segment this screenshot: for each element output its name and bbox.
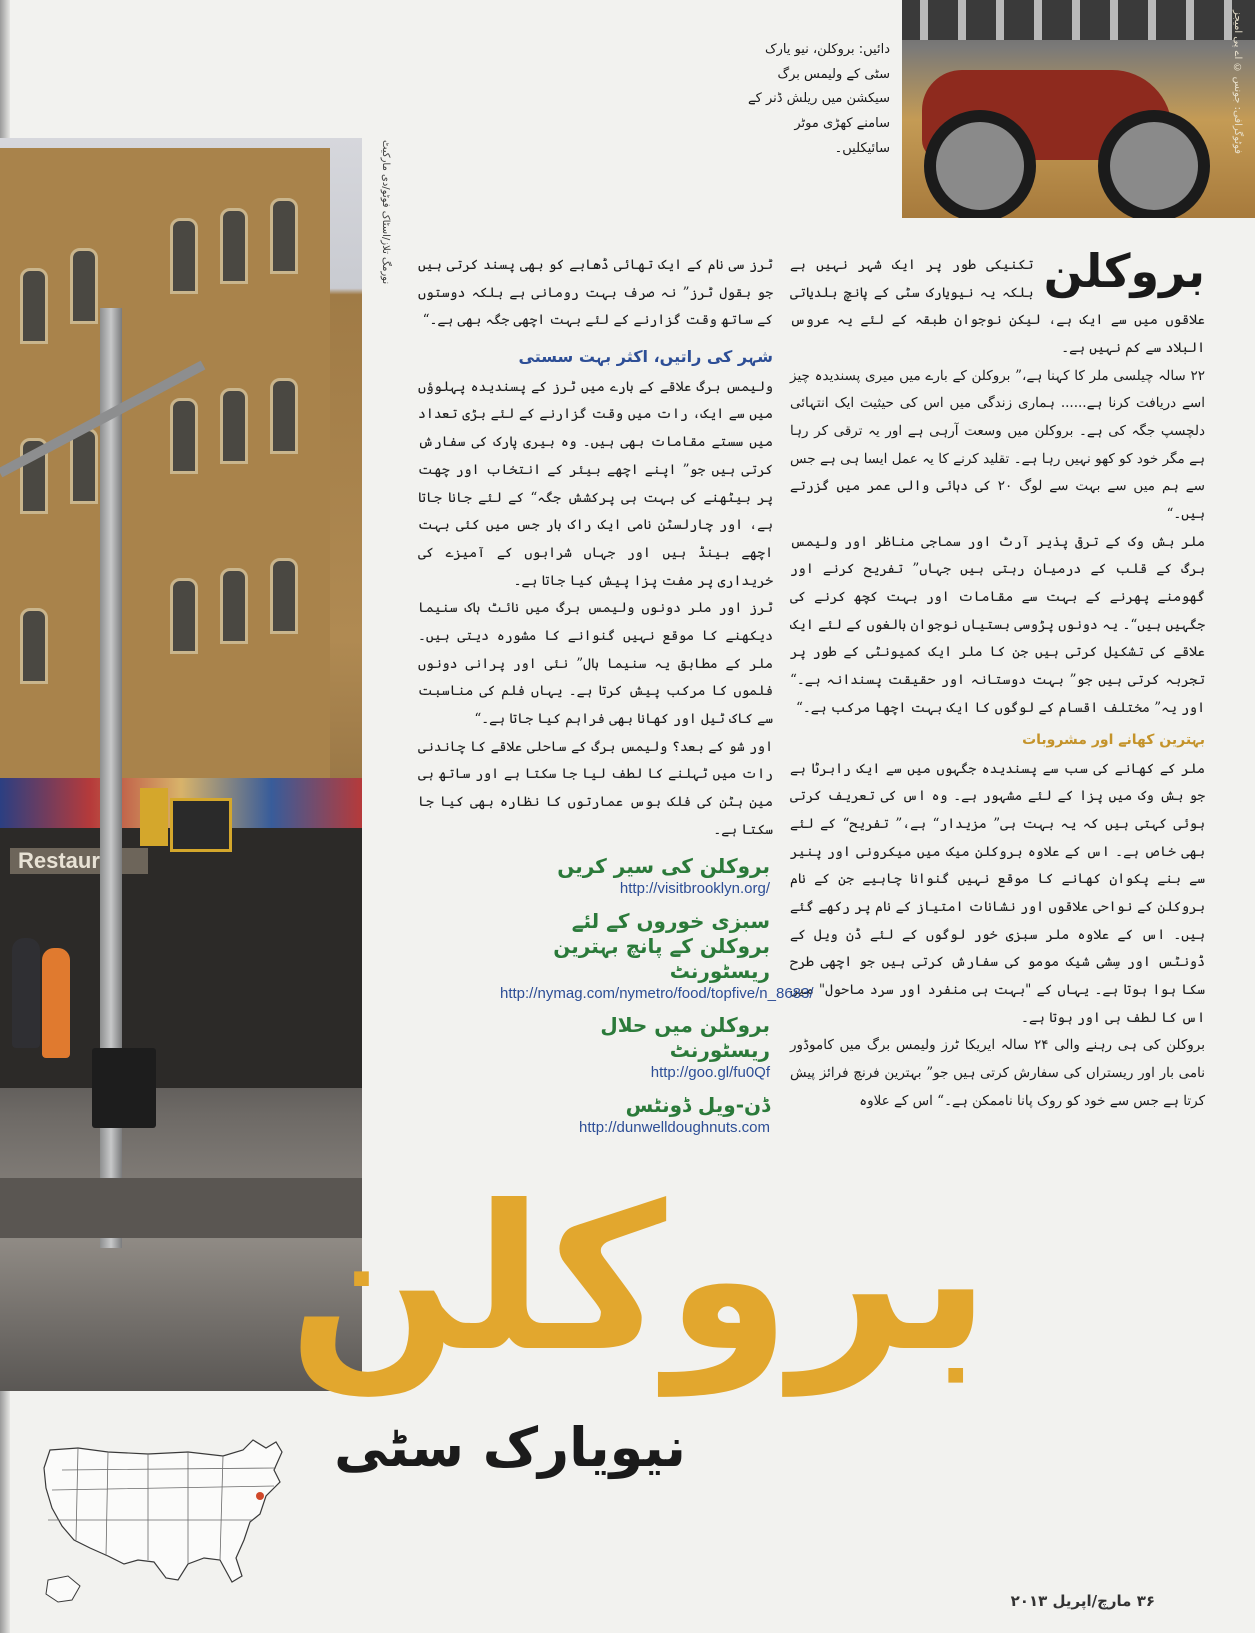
- trash-bin: [92, 1048, 156, 1128]
- paragraph: ملر کے کھانے کی سب سے پسندیدہ جگہوں میں سے ایک رابرٹا ہے جو بش وک میں پزا کے لئے مشہور ہے۔ وہ اس کی تعریف کرتی ہوئی کہتی ہیں کہ یہ بہت ہی” مزیدار“ ہے،” تفریح“ کے لئے بھی خاص ہے۔ اس کے علاوہ بروکلن میک میں میکرونی اور پنیر سے بنے پکوان کھانے کا موقع نہیں گنوانا چاہیے جن کے نام بروکلن کے نواحی علاقوں اور نشانات امتیاز کے نام پر رکھے گئے ہیں۔ اس کے علاوہ ملر سبزی خور لوگوں کے لئے ڈن ویل کے ڈونٹس اور سِشی شیک مومو کی سفارش کرتی ہیں جو اچھی طرح سکا ہوا ہوتا ہے۔ یہاں کے "بہت ہی منفرد اور سرد ماحول" میں اس کا لطف ہی اور ہوتا ہے۔: [790, 760, 1205, 1026]
- paragraph: ملر بش وک کے ترقی پذیر آرٹ اور سماجی مناظر اور ولیمس برگ کے قلب کے درمیان رہتی ہیں جہاں” تفریح کرنے اور گھومنے پھرنے کے بہت سے مقامات اور بہت کچھ کرنے کی جگہیں ہیں“۔ یہ دونوں پڑوسی بستیاں نوجوان بالغوں کے لئے ایک علاقے کی تشکیل کرتی ہیں جن کا ملر ایک کمیونٹی کے طور پر تجربہ کرتی ہیں جو” بہت دوستانہ اور حقیقت پسندانہ ہے۔“ اور یہ” مختلف اقسام کے لوگوں کا ایک بہت اچھا مرکب ہے۔“: [790, 533, 1205, 716]
- subhead-nightlife: شہر کی راتیں، اکثر بہت سستی: [518, 347, 773, 367]
- link-title: ڈن-ویل ڈونٹس: [625, 1092, 770, 1117]
- motorcycle-caption: دائیں: بروکلن، نیو یارک سٹی کے ولیمس برگ سیکشن میں ریلش ڈنر کے سامنے کھڑی موٹر سائیکلیں۔: [748, 42, 890, 156]
- location-marker: [256, 1492, 264, 1500]
- paragraph: تکنیکی طور پر ایک شہر نہیں ہے بلکہ یہ نیویارک سٹی کے پانچ بلدیاتی علاقوں میں سے ایک ہے، لیکن نوجوان طبقہ کے لئے یہ عروس البلاد سے کم نہیں ہے۔: [790, 257, 1205, 357]
- building-window: [270, 198, 298, 274]
- article-title: بروکلن: [1043, 244, 1205, 298]
- building-window: [20, 268, 48, 344]
- pedestrian: [12, 938, 40, 1048]
- link-url[interactable]: http://visitbrooklyn.org/: [619, 880, 770, 897]
- article-right-column: [790, 244, 1206, 1115]
- building-window: [70, 428, 98, 504]
- paragraph: ٹرز اور ملر دونوں ولیمس برگ میں نائٹ ہاک سنیما دیکھنے کا موقع نہیں گنوانے کا مشورہ دیتی ہیں۔ ملر کے مطابق یہ سنیما ہال” نئی اور پرانی دونوں فلموں کا مرکب پیش کرتا ہے۔ یہاں فلم کی مناسبت سے کاک ٹیل اور کھانا بھی فراہم کیا جاتا ہے۔“: [418, 600, 773, 727]
- restaurant-sign: Restaur: [10, 848, 148, 874]
- page-footer: ۳۶ مارچ/اپریل ۲۰۱۳: [1010, 1592, 1155, 1610]
- building-window: [20, 608, 48, 684]
- building-window: [170, 218, 198, 294]
- pedestrian: [42, 948, 70, 1058]
- link-url[interactable]: http://dunwelldoughnuts.com: [579, 1118, 770, 1136]
- paragraph: ۲۲ سالہ چیلسی ملر کا کہنا ہے،” بروکلن کے بارے میں میری پسندیدہ چیز اسے دریافت کرنا ہے...... ہماری زندگی میں اس کی حیثیت ایک انتہائی دلچسپ جگہ کی ہے۔ بروکلن میں وسعت آرہی ہے اور یہ ترقی کر رہا ہے مگر خود کو کھو نہیں رہا ہے۔ تقلید کرنے کا یہ عمل ایسا ہی ہے جس سے ہم میں سے بہت سے لوگ ۲۰ کی دہائی والی عمر میں گزرتے ہیں۔“: [790, 367, 1205, 523]
- building-window: [170, 578, 198, 654]
- building-window: [220, 208, 248, 284]
- paragraph: اور شو کے بعد؟ ولیمس برگ کے ساحلی علاقے کا چاندنی رات میں ٹہلنے کا لطف لیا جا سکتا ہے اور ساتھ ہی مین ہٹن کی فلک بوس عمارتوں کا نظارہ بھی کیا جا سکتا ہے۔: [418, 738, 773, 838]
- big-headline: بروکلن: [288, 1163, 990, 1396]
- resource-links: [500, 854, 814, 1147]
- paragraph: ٹرز سی نام کے ایک تھائی ڈھابے کو بھی پسند کرتی ہیں جو بقول ٹرز” نہ صرف بہت رومانی ہے بلکہ دوستوں کے ساتھ وقت گزارنے کے لئے بہت اچھی جگہ بھی ہے۔“: [418, 257, 773, 329]
- building-window: [170, 398, 198, 474]
- link-url[interactable]: http://nymag.com/nymetro/food/topfive/n_8683/: [500, 984, 814, 1002]
- us-map-icon: [38, 1430, 298, 1610]
- traffic-signal: [140, 788, 168, 846]
- parked-motorcycles-row: [902, 0, 1255, 40]
- motorcycle-photo: [902, 0, 1255, 218]
- building-window: [270, 378, 298, 454]
- big-subheadline: نیویارک سٹی: [334, 1416, 686, 1479]
- link-title: سبزی خوروں کے لئے بروکلن کے پانچ بہترین ریسٹورنٹ: [553, 908, 770, 983]
- motorcycle-photo-credit: فوٹوگرافی: جونس © اے پی امیجز: [1232, 10, 1243, 155]
- motorcycle-wheel: [924, 110, 1036, 218]
- link-title: بروکلن کی سیر کریں: [557, 854, 770, 878]
- link-url[interactable]: http://goo.gl/fu0Qf: [650, 1064, 770, 1081]
- link-title: بروکلن میں حلال ریسٹورنٹ: [600, 1013, 770, 1062]
- building-window: [270, 558, 298, 634]
- subhead-food-drink: بہترین کھانے اور مشروبات: [1022, 732, 1205, 749]
- paragraph: ولیمس برگ علاقے کے بارے میں ٹرز کے پسندیدہ پہلوؤں میں سے ایک، رات میں وقت گزارنے کے لئے بڑی تعداد میں سستے مقامات بھی ہیں۔ وہ بیری پارک کی سفارش کرتی ہیں جو” اپنے اچھے بیئر کے انتخاب اور چھت پر بیٹھنے کی بہت ہی پرکشش جگہ“ کے لئے جانا جاتا ہے، اور چارلسٹن نامی ایک راک بار جس میں کئی بہت اچھے بینڈ ہیں اور جہاں شرابوں کے آمیزے کی خریداری پر مفت پزا پیش کیا جاتا ہے۔: [418, 378, 773, 589]
- article-left-column: [418, 252, 773, 844]
- street-photo-credit: نورمگ تلاز/اسٹاک فوٹو/دی مارکیٹ: [380, 140, 391, 285]
- building-window: [220, 568, 248, 644]
- pedestrian-signal: [170, 798, 232, 852]
- paragraph: بروکلن کی ہی رہنے والی ۲۴ سالہ ایریکا ٹرز ولیمس برگ میں کاموڈور نامی بار اور ریستراں کی سفارش کرتی ہیں جو” بہترین فرنچ فرائز پیش کرتا ہے جس سے خود کو روک پانا ناممکن ہے۔“ اس کے علاوہ: [790, 1037, 1206, 1109]
- building-window: [70, 248, 98, 324]
- building-window: [220, 388, 248, 464]
- motorcycle-wheel: [1098, 110, 1210, 218]
